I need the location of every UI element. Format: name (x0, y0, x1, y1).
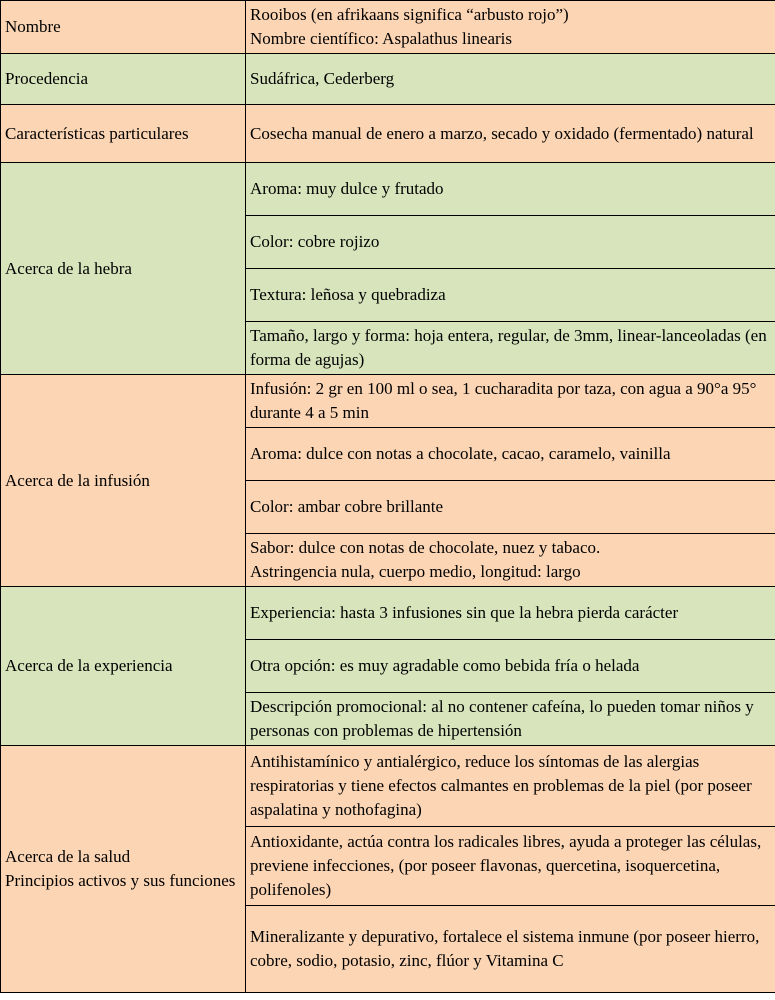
infusion-infusion: Infusión: 2 gr en 100 ml o sea, 1 cucharadita por taza, con agua a 90°a 95° durante 4 a 5 min (246, 375, 775, 428)
experiencia-otra-opcion: Otra opción: es muy agradable como bebida fría o helada (246, 640, 775, 693)
row-caracteristicas (1, 105, 775, 163)
hebra-textura: Textura: leñosa y quebradiza (246, 269, 775, 322)
salud-antihistaminico: Antihistamínico y antialérgico, reduce los síntomas de las alergias respiratorias y tiene efectos calmantes en problemas de la piel (por poseer aspalatina y nothofagina) (246, 746, 775, 827)
hebra-color: Color: cobre rojizo (246, 216, 775, 269)
row-value-procedencia: Sudáfrica, Cederberg (246, 54, 775, 105)
group-label-infusion: Acerca de la infusión (1, 375, 246, 587)
experiencia-descripcion: Descripción promocional: al no contener cafeína, lo pueden tomar niños y personas con problemas de hipertensión (246, 693, 775, 746)
group-label-hebra: Acerca de la hebra (1, 163, 246, 375)
group-label-salud: Acerca de la salud Principios activos y sus funciones (1, 746, 246, 993)
infusion-aroma: Aroma: dulce con notas a chocolate, cacao, caramelo, vainilla (246, 428, 775, 481)
infusion-sabor: Sabor: dulce con notas de chocolate, nuez y tabaco. Astringencia nula, cuerpo medio, longitud: largo (246, 534, 775, 587)
group-hebra-row-1 (1, 163, 775, 216)
row-procedencia (1, 54, 775, 105)
row-value-nombre: Rooibos (en afrikaans significa “arbusto rojo”) Nombre científico: Aspalathus linearis (246, 1, 775, 54)
group-salud-row-1 (1, 746, 775, 827)
infusion-color: Color: ambar cobre brillante (246, 481, 775, 534)
row-value-caracteristicas: Cosecha manual de enero a marzo, secado y oxidado (fermentado) natural (246, 105, 775, 163)
row-label-caracteristicas: Características particulares (1, 105, 246, 163)
salud-antioxidante: Antioxidante, actúa contra los radicales libres, ayuda a proteger las células, previene infecciones, (por poseer flavonas, quercetina, isoquercetina, polifenoles) (246, 827, 775, 906)
experiencia-experiencia: Experiencia: hasta 3 infusiones sin que la hebra pierda carácter (246, 587, 775, 640)
salud-mineralizante: Mineralizante y depurativo, fortalece el sistema inmune (por poseer hierro, cobre, sodio, potasio, zinc, flúor y Vitamina C (246, 906, 775, 993)
group-experiencia-row-1 (1, 587, 775, 640)
group-label-experiencia: Acerca de la experiencia (1, 587, 246, 746)
group-infusion-row-1 (1, 375, 775, 428)
hebra-tamano: Tamaño, largo y forma: hoja entera, regular, de 3mm, linear-lanceoladas (en forma de agujas) (246, 322, 775, 375)
row-nombre (1, 1, 775, 54)
row-label-procedencia: Procedencia (1, 54, 246, 105)
row-label-nombre: Nombre (1, 1, 246, 54)
hebra-aroma: Aroma: muy dulce y frutado (246, 163, 775, 216)
